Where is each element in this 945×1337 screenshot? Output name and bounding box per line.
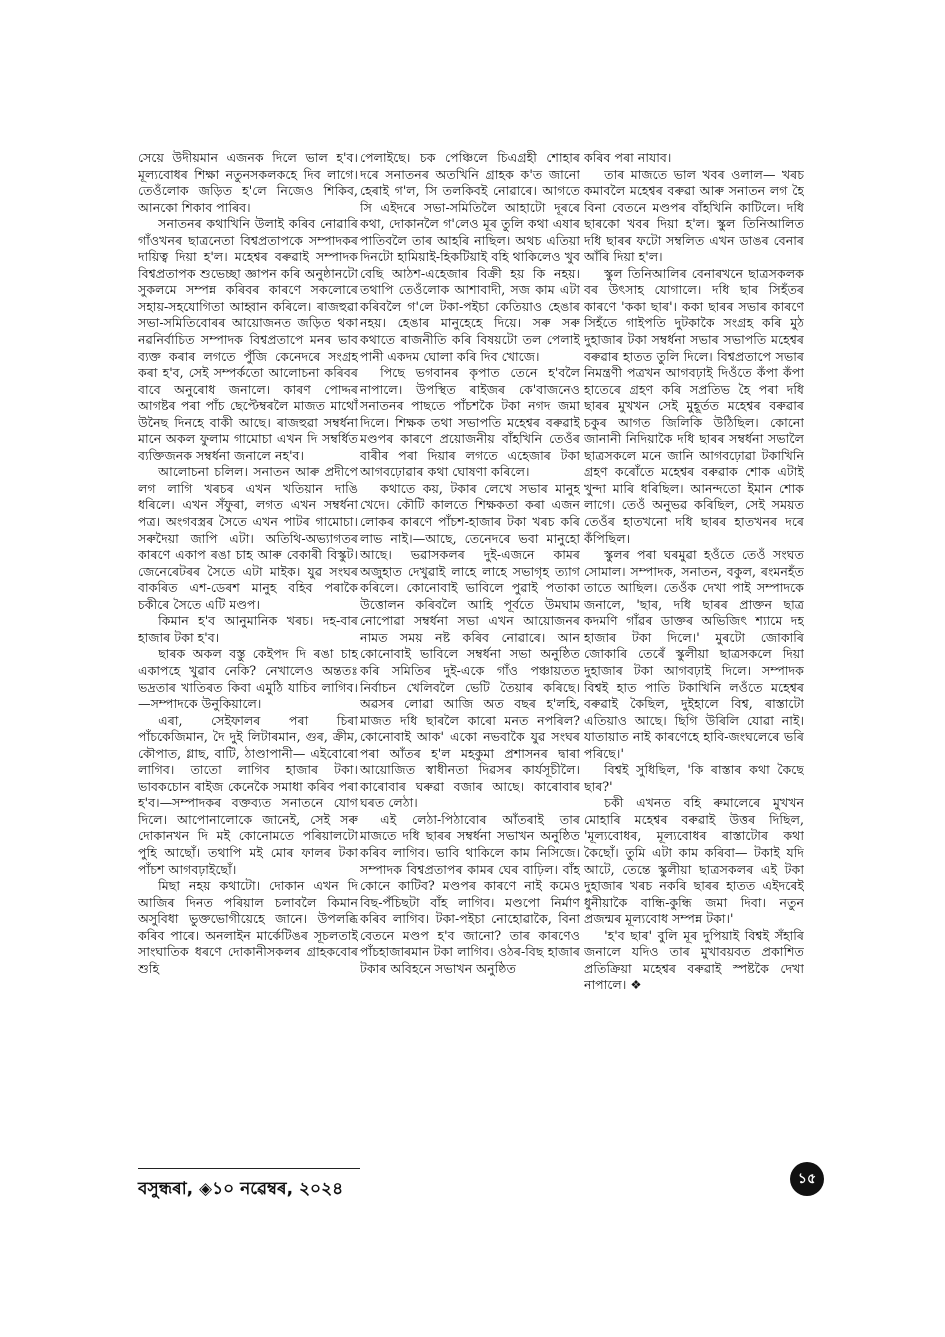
paragraph: 'হ'ব ছাৰ' বুলি মূৰ দুপিয়াই বিশ্বই সঁহাৰি জনালে যদিও তাৰ মুখাবয়বত প্ৰকাশিত প্ৰতিক্ৰিয়া মহেশ্বৰ বৰুৱাই স্পষ্টকৈ দেখা নাপালে। ❖ — [584, 927, 804, 993]
paragraph: আলোচনা চলিল। সনাতন আৰু প্ৰদীপে লগ লাগি খৰচৰ এখন খতিয়ান দাঙি ধৰিলে। এখন সঁফুৰা, লগত এখন সম্বৰ্ধনা পত্ৰ। অংগবস্ত্ৰৰ সৈতে এখন পাটৰ গামোচা। সৰুদৈয়া জাপি এটা। অতিথি-অভ্যাগতৰ কাৰণে একাপ ৰঙা চাহ আৰু বেকাৰী বিস্কুট। জেনেৰেটৰৰ সৈতে এটা মাইক। যুৱ সংঘৰ বাকৰিত এশ-ডেৰশ মানুহ বহিব পৰাকৈ চকীৰে সৈতে এটি মণ্ডপ। — [138, 464, 358, 612]
article-column-2 — [360, 150, 580, 1160]
paragraph: সনাতনৰ কথাখিনি উলাই কৰিব নোৱাৰি গাঁওখনৰ ছাত্ৰনেতা বিশ্বপ্ৰতাপকে সম্পাদকৰ দায়িত্ব দিয়া হ'ল। মহেশ্বৰ বৰুৱাই সম্পাদক বিশ্বপ্ৰতাপক শুভেচ্ছা জ্ঞাপন কৰি অনুষ্ঠানটো সুকলমে সম্পন্ন কৰিবৰ কাৰণে সকলোৰে সহায়-সহযোগিতা আহ্বান কৰিলে। ৰাজহুৱা সভা-সমিতিবোৰৰ আয়োজনত জড়িত থকা নৱনিৰ্বাচিত সম্পাদক বিশ্বপ্ৰতাপে মনৰ ভাব ব্যক্ত কৰাৰ লগতে পুঁজি কেনেদৰে সংগ্ৰহ কৰা হ'ব, সেই সম্পৰ্কতো আলোচনা কৰিবৰ বাবে অনুৰোধ জনালে। কাৰণ পোদ্দৰ আগষ্টৰ পৰা পাঁচ ছেপ্টেম্বৰলৈ মাজত মাথোঁ উনৈছ দিনহে বাকী আছে। ৰাজহুৱা সম্বৰ্ধনা মানে অকল ফুলাম গামোচা এখন দি সম্বৰ্ধিত ব্যক্তিজনক সম্বৰ্ধনা জনালে নহ'ব। — [138, 216, 358, 463]
article-column-3 — [584, 150, 804, 1180]
paragraph: পেলাইছে। চক পেঞ্চিলে চিএগ্ৰহী শোহাৰ দৰে সনাতনৰ অতখিনি গ্ৰাহক ক'ত জানো হেৰাই গ'ল, সি তলকিবই নোৱাৰে। আগতে সি এইদৰে সভা-সমিতিলৈ আহাটো দূৰৰে কথা, দোকানলৈ গ'লেও মূৰ তুলি কথা এষাৰ পাতিবলৈ তাৰ আহৰি নাছিল। অথচ এতিয়া দিনটো হামিয়াই-হিকটিয়াই বহি থাকিলেও খুব বেছি আঠশ-এহেজাৰ বিক্ৰী হয় কি নহয়। তথাপি তেওঁলোক আশাবাদী, সজ কাম এটা কৰিবলৈ গ'লে টকা-পইচা কেতিয়াও হেঙাৰ নহয়। হেঙাৰ মানুহেহে দিয়ে। সৰু সৰু কথাতে ৰাজনীতি কৰি বিষয়টো তল পেলাই পানী একদম ঘোলা কৰি দিব খোজে। — [360, 150, 580, 364]
paragraph: স্কুল তিনিআলিৰ বেনাৰখনে ছাত্ৰসকলক বৰ উৎসাহ যোগালে। দধি ছাৰ সিহঁতৰ কাৰণে 'ককা ছাৰ'। ককা ছাৰৰ সভাৰ কাৰণে সিহঁতে গাইপতি দুটকাকৈ সংগ্ৰহ কৰি মুঠ দুহাজাৰ টকা সম্বৰ্ধনা সভাৰ সভাপতি মহেশ্বৰ বৰুৱাৰ হাতত তুলি দিলে। বিশ্বপ্ৰতাপে সভাৰ নিমন্ত্ৰণী পত্ৰখন আগবঢ়াই দিওঁতে কঁপা কঁপা হাতেৰে গ্ৰহণ কৰি সপ্ৰতিভ হৈ পৰা দধি ছাৰৰ মুখখন সেই মুহূৰ্তত মহেশ্বৰ বৰুৱাৰ চকুৰ আগত জিলিকি উঠিছিল। কোনো জানানী নিদিয়াকৈ দধি ছাৰৰ সম্বৰ্ধনা সভালৈ ছাত্ৰসকলে মনে জানি আগবঢ়োৱা টকাখিনি গ্ৰহণ কৰোঁতে মহেশ্বৰ বৰুৱাক শোক এটাই খুন্দা মাৰি ধৰিছিল। আনন্দতো ইমান শোক লাগে। তেওঁ অনুভৱ কৰিছিল, সেই সময়ত তেওঁৰ হাতখনো দধি ছাৰৰ হাতখনৰ দৰে কঁপিছিল। — [584, 265, 804, 546]
page-number-badge: ১৫ — [790, 1162, 824, 1196]
footer-divider — [138, 1168, 360, 1169]
paragraph: স্কুলৰ পৰা ঘৰমুৱা হওঁতে তেওঁ সংঘত সোমাল। সম্পাদক, সনাতন, বকুল, ৰংমনহঁত তাতে আছিল। তেওঁক দেখা পাই সম্পাদকে জনালে, 'ছাৰ, দধি ছাৰৰ প্ৰাক্তন ছাত্ৰ কদমণি গাঁৱৰ ডাক্তৰ অভিজিৎ শ্যামে দহ হাজাৰ টকা দিলে।' মুৰটো জোকাৰি জোকাৰি তেৰেঁ স্কুলীয়া ছাত্ৰসকলে দিয়া দুহাজাৰ টকা আগবঢ়াই দিলে। সম্পাদক বিশ্বই হাত পাতি টকাখিনি লওঁতে মহেশ্বৰ বৰুৱাই কৈছিল, দুইহালে বিশ্ব, ৰাস্তাটো এতিয়াও আছে। ছিগি উৰিলি যোৱা নাই। যাতায়াত নাই কাৰণেহে হাবি-জংঘলেৰে ভৰি পৰিছে।' — [584, 547, 804, 761]
paragraph: তাৰ মাজতে ভাল খবৰ ওলাল— খৰচ কমাবলৈ মহেশ্বৰ বৰুৱা আৰু সনাতন লগ হৈ বিনা বেতনে মণ্ডপৰ বাঁহখিনি কাটিলে। দধি ছাৰকো খবৰ দিয়া হ'ল। স্কুল তিনিআলিত দধি ছাৰৰ ফটো সম্বলিত এখন ডাঙৰ বেনাৰ আঁৰি দিয়া হ'ল। — [584, 166, 804, 265]
paragraph: পিছে ভগবানৰ কৃপাত তেনে হ'বলৈ নাপালে। উপস্থিত ৰাইজৰ কে'বাজনেও সনাতনৰ পাছতে পাঁচশকৈ টকা নগদ জমা দিলে। শিক্ষক তথা সভাপতি মহেশ্বৰ বৰুৱাই মণ্ডপৰ কাৰণে প্ৰয়োজনীয় বাঁহখিনি তেওঁৰ বাৰীৰ পৰা দিয়াৰ লগতে এহেজাৰ টকা আগবঢ়োৱাৰ কথা ঘোষণা কৰিলে। — [360, 365, 580, 480]
paragraph: সেয়ে উদীয়মান এজনক দিলে ভাল হ'ব। মূল্যবোধৰ শিক্ষা নতুনসকলকহে দিব লাগে। তেওঁলোক জড়িত হ'লে নিজেও শিকিব, আনকো শিকাব পাৰিব। — [138, 150, 358, 215]
paragraph: মিছা নহয় কথাটো। দোকান এখন দি আজিৰ দিনত পৰিয়াল চলাবলৈ কিমান অসুবিধা ভুক্তভোগীয়েহে জানে। উপলব্ধি কৰিব পাৰে। অনলাইন মাৰ্কেটিঙৰ সূচলতাই সাংঘাতিক ধৰণে দোকানীসকলৰ গ্ৰাহকবোৰ শুহি — [138, 878, 358, 976]
paragraph: কথাতে কয়, টকাৰ লেখে সভাৰ মানুহ খেদে। কৌটি কালতে শিক্ষকতা কৰা এজন লোকৰ কাৰণে পাঁচশ-হাজাৰ টকা খৰচ কৰি লাভ নাই।—আছে, তেনেদৰে ভবা মানুহো আছে। ভৱাসকলৰ দুই-এজনে কামৰ অজুহাত দেখুৱাই লাহে লাহে সভাগৃহ ত্যাগ কৰিলে। কোনোবাই ভাবিলে পুৱাই পতাকা উত্তোলন কৰিবলৈ আহি পূৰ্বতে উমঘাম নোপোৱা সম্বৰ্ধনা সভা এখন আয়োজনৰ নামত সময় নষ্ট কৰিব নোৱাৰে। আন কোনোবাই ভাবিলে সম্বৰ্ধনা সভা অনুষ্ঠিত কৰি সমিতিৰ দুই-একে গাঁও পঞ্চায়তত নিৰ্বাচন খেলিবলৈ ভেটি তৈয়াৰ কৰিছে। অৱসৰ লোৱা আজি অত বছৰ হ'লহি, মাজত দধি ছাৰলৈ কাৰো মনত নপৰিল? কোনোবাই আক' একো নভবাকৈ যুৱ সংঘৰ পৰা আঁতৰ হ'ল মহকুমা প্ৰশাসনৰ দ্বাৰা আয়োজিত স্বাধীনতা দিৱসৰ কাৰ্যসূচীলৈ। কাৰোবাৰ ঘৰুৱা বজাৰ আছে। কাৰোবাৰ ঘৰত লেঠা। — [360, 480, 580, 811]
paragraph: কৰিব পৰা নাযাব। — [584, 150, 672, 165]
paragraph: এৰা, সেইফালৰ পৰা চিৰা পাঁচকেজিমান, দৈ দুই লিটাৰমান, গুৰ, ক্ৰীম, কৌপাত, গ্লাছ, বাটি, ঠাণ্ডাপানী— এইবোৰো লাগিব। তাতো লাগিব হাজাৰ টকা। ভাবকচোন ৰাইজ কেনেকৈ সমাধা কৰিব পৰা হ'ব।—সম্পাদকৰ বক্তব্যত সনাতনে যোগ দিলে। আপোনালোকে জানেই, সেই সৰু দোকানখন দি মই কোনোমতে পৰিয়ালটো পুহি আছোঁ। তথাপি মই মোৰ ফালৰ টকা পাঁচশ আগবঢ়াইছোঁ। — [138, 712, 358, 877]
paragraph: কিমান হ'ব আনুমানিক খৰচ। দহ-বাৰ হাজাৰ টকা হ'ব। — [138, 613, 358, 645]
paragraph: ছাৰক অকল বস্তু কেইপদ দি ৰঙা চাহ একাপহে খুৱাব নেকি? নেখালেও অন্ততঃ ভদ্ৰতাৰ খাতিৰত কিবা এমুঠি যাচিব লাগিব। —সম্পাদকে উনুকিয়ালে। — [138, 646, 358, 712]
paragraph: বিশ্বই সুধিছিল, 'কি ৰাস্তাৰ কথা কৈছে ছাৰ?' — [584, 762, 804, 794]
paragraph: এই লেঠা-পিঠাবোৰ আঁতৰাই তাৰ মাজতে দধি ছাৰৰ সম্বৰ্ধনা সভাখন অনুষ্ঠিত কৰিব লাগিব। ভাবি থাকিলে কাম নিসিজে। সম্পাদক বিশ্বপ্ৰতাপৰ কামৰ ঘেৰ বাঢ়িল। বাঁহ কোনে কাটিব? মণ্ডপৰ কাৰণে নাই কমেও বিছ-পঁচিছটা বাঁহ লাগিব। মণ্ডপো নিৰ্মাণ কৰিব লাগিব। টকা-পইচা নোহোৱাকৈ, বিনা বেতনে মণ্ডপ হ'ব জানো? তাৰ কাৰণেও পাঁচহাজাৰমান টকা লাগিব। ওঠৰ-বিছ হাজাৰ টকাৰ অবিহনে সভাখন অনুষ্ঠিত — [360, 811, 580, 976]
publication-footer: বসুন্ধৰা, ◈১০ নৱেম্বৰ, ২০২৪ — [138, 1179, 344, 1199]
paragraph: চকী এখনত বহি ৰুমালেৰে মুখখন মোহাৰি মহেশ্বৰ বৰুৱাই উত্তৰ দিছিল, 'মূল্যবোধৰ, মূল্যবোধৰ ৰাস্তাটোৰ কথা কৈছোঁ। তুমি এটা কাম কৰিবা— টকাই যদি আটে, তেন্তে স্কুলীয়া ছাত্ৰসকলৰ এই টকা দুহাজাৰ খৰচ নকৰি ছাৰৰ হাতত এইদৰেই ধুনীয়াকৈ বান্ধি-কুন্ধি জমা দিবা। নতুন প্ৰজন্মৰ মূল্যবোধ সম্পন্ন টকা।' — [584, 795, 804, 927]
article-column-1 — [138, 150, 358, 1160]
